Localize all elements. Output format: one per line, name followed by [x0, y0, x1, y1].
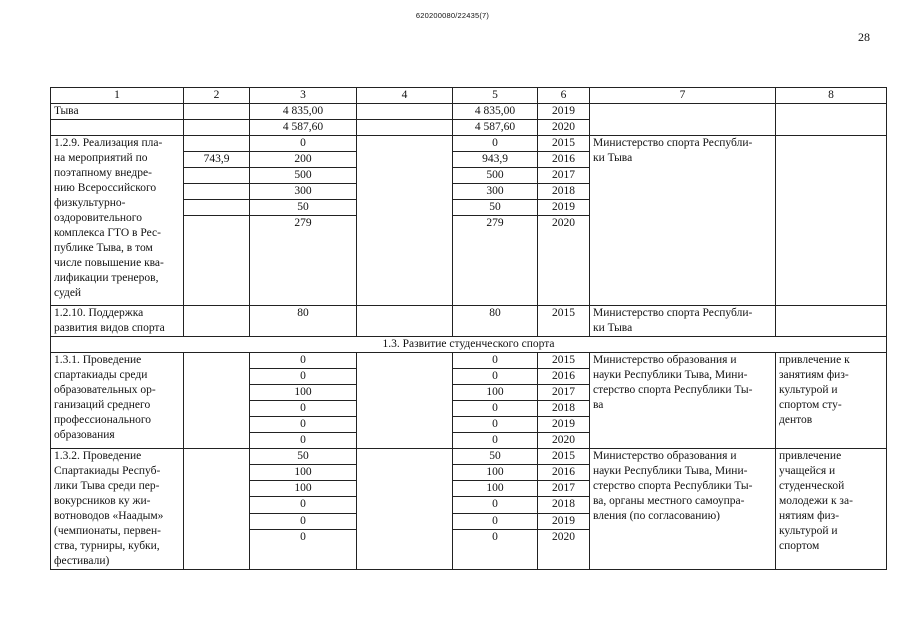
empty-cell [184, 306, 250, 337]
column-number-row [51, 88, 887, 104]
cell-col5: 500 [453, 168, 538, 184]
table-row [51, 104, 887, 120]
cell-col3: 200 [250, 152, 357, 168]
cell-col5: 0 [453, 353, 538, 369]
cell-col3: 500 [250, 168, 357, 184]
cell-year: 2018 [538, 184, 590, 200]
cell-col3: 0 [250, 497, 357, 513]
table-row [51, 353, 887, 369]
column-number: 1 [51, 88, 184, 104]
cell-col2: 743,9 [184, 152, 250, 168]
empty-cell [184, 184, 250, 200]
cell-col3: 0 [250, 417, 357, 433]
cell-year: 2016 [538, 369, 590, 385]
cell-col5: 0 [453, 513, 538, 529]
executor-cell: Министерство образования и науки Республики Тыва, Мини- стерство спорта Республики Ты- ва [590, 353, 776, 449]
empty-cell [357, 136, 453, 306]
cell-year: 2017 [538, 385, 590, 401]
cell-col5: 4 587,60 [453, 120, 538, 136]
column-number: 6 [538, 88, 590, 104]
cell-year: 2015 [538, 449, 590, 465]
cell-col5: 80 [453, 306, 538, 337]
cell-col3: 4 835,00 [250, 104, 357, 120]
cell-col5: 100 [453, 481, 538, 497]
result-cell: привлечение к занятиям физ- культурой и спортом сту- дентов [776, 353, 887, 449]
cell-col5: 0 [453, 369, 538, 385]
cell-year: 2019 [538, 513, 590, 529]
cell-col5: 943,9 [453, 152, 538, 168]
activity-label: 1.3.2. Проведение Спартакиады Респуб- лики Тыва среди пер- вокурсников ку жи- вотноводов «Наадым» (чемпионаты, первен- ства, турниры, кубки, фестивали) [51, 449, 184, 570]
cell-year: 2017 [538, 168, 590, 184]
cell-col3: 80 [250, 306, 357, 337]
empty-cell [184, 104, 250, 120]
cell-col3: 279 [250, 216, 357, 306]
cell-year: 2020 [538, 529, 590, 569]
table-row [51, 449, 887, 465]
cell-year: 2017 [538, 481, 590, 497]
result-cell: привлечение учащейся и студенческой молодежи к за- нятиям физ- культурой и спортом [776, 449, 887, 570]
table-row [51, 136, 887, 152]
cell-year: 2018 [538, 497, 590, 513]
cell-col5: 0 [453, 401, 538, 417]
cell-year: 2019 [538, 417, 590, 433]
cell-year: 2019 [538, 104, 590, 120]
row-label: Тыва [51, 104, 184, 120]
page-number: 28 [858, 30, 870, 44]
cell-col5: 50 [453, 449, 538, 465]
cell-col5: 50 [453, 200, 538, 216]
cell-year: 2015 [538, 136, 590, 152]
cell-col3: 0 [250, 513, 357, 529]
empty-cell [184, 449, 250, 570]
cell-year: 2020 [538, 216, 590, 306]
empty-cell [357, 120, 453, 136]
column-number: 4 [357, 88, 453, 104]
executor-cell: Министерство спорта Республи- ки Тыва [590, 136, 776, 306]
empty-cell [184, 216, 250, 306]
empty-cell [357, 306, 453, 337]
activity-label: 1.2.9. Реализация пла- на мероприятий по поэтапному внедре- нию Всероссийского физкультурно- оздоровительного комплекса ГТО в Рес- публике Тыва, в том числе повышение ква- лификации тренеров, судей [51, 136, 184, 306]
section-row [51, 337, 887, 353]
column-number: 8 [776, 88, 887, 104]
cell-col3: 0 [250, 136, 357, 152]
program-table [50, 87, 887, 570]
activity-label: 1.2.10. Поддержка развития видов спорта [51, 306, 184, 337]
cell-col3: 4 587,60 [250, 120, 357, 136]
cell-col3: 0 [250, 401, 357, 417]
cell-year: 2016 [538, 465, 590, 481]
cell-col5: 0 [453, 417, 538, 433]
cell-year: 2020 [538, 433, 590, 449]
cell-col5: 300 [453, 184, 538, 200]
cell-col5: 0 [453, 433, 538, 449]
cell-col3: 0 [250, 353, 357, 369]
cell-col3: 100 [250, 465, 357, 481]
cell-col3: 100 [250, 385, 357, 401]
section-title: 1.3. Развитие студенческого спорта [51, 337, 887, 353]
cell-col3: 0 [250, 529, 357, 569]
cell-col5: 100 [453, 465, 538, 481]
empty-cell [184, 168, 250, 184]
cell-col5: 4 835,00 [453, 104, 538, 120]
empty-cell [184, 200, 250, 216]
cell-col5: 0 [453, 136, 538, 152]
empty-cell [51, 120, 184, 136]
cell-col3: 0 [250, 433, 357, 449]
column-number: 3 [250, 88, 357, 104]
document-code: 620200080/22435(7) [415, 11, 490, 20]
empty-cell [357, 353, 453, 449]
cell-year: 2018 [538, 401, 590, 417]
cell-col5: 0 [453, 497, 538, 513]
column-number: 7 [590, 88, 776, 104]
cell-col3: 100 [250, 481, 357, 497]
empty-cell [184, 120, 250, 136]
empty-cell [776, 136, 887, 306]
cell-col5: 279 [453, 216, 538, 306]
empty-cell [184, 353, 250, 449]
cell-col5: 0 [453, 529, 538, 569]
empty-cell [776, 306, 887, 337]
cell-year: 2015 [538, 353, 590, 369]
cell-year: 2016 [538, 152, 590, 168]
cell-col3: 0 [250, 369, 357, 385]
cell-col5: 100 [453, 385, 538, 401]
empty-cell [357, 104, 453, 120]
activity-label: 1.3.1. Проведение спартакиады среди образовательных ор- ганизаций среднего профессионального образования [51, 353, 184, 449]
column-number: 5 [453, 88, 538, 104]
executor-cell: Министерство спорта Республи- ки Тыва [590, 306, 776, 337]
empty-cell [184, 136, 250, 152]
cell-year: 2019 [538, 200, 590, 216]
cell-col3: 50 [250, 200, 357, 216]
executor-cell: Министерство образования и науки Республики Тыва, Мини- стерство спорта Республики Ты- ва, органы местного самоупра- вления (по согласованию) [590, 449, 776, 570]
cell-year: 2020 [538, 120, 590, 136]
empty-cell [776, 104, 887, 136]
cell-col3: 300 [250, 184, 357, 200]
table-row [51, 306, 887, 337]
empty-cell [357, 449, 453, 570]
empty-cell [590, 104, 776, 136]
cell-col3: 50 [250, 449, 357, 465]
column-number: 2 [184, 88, 250, 104]
cell-year: 2015 [538, 306, 590, 337]
